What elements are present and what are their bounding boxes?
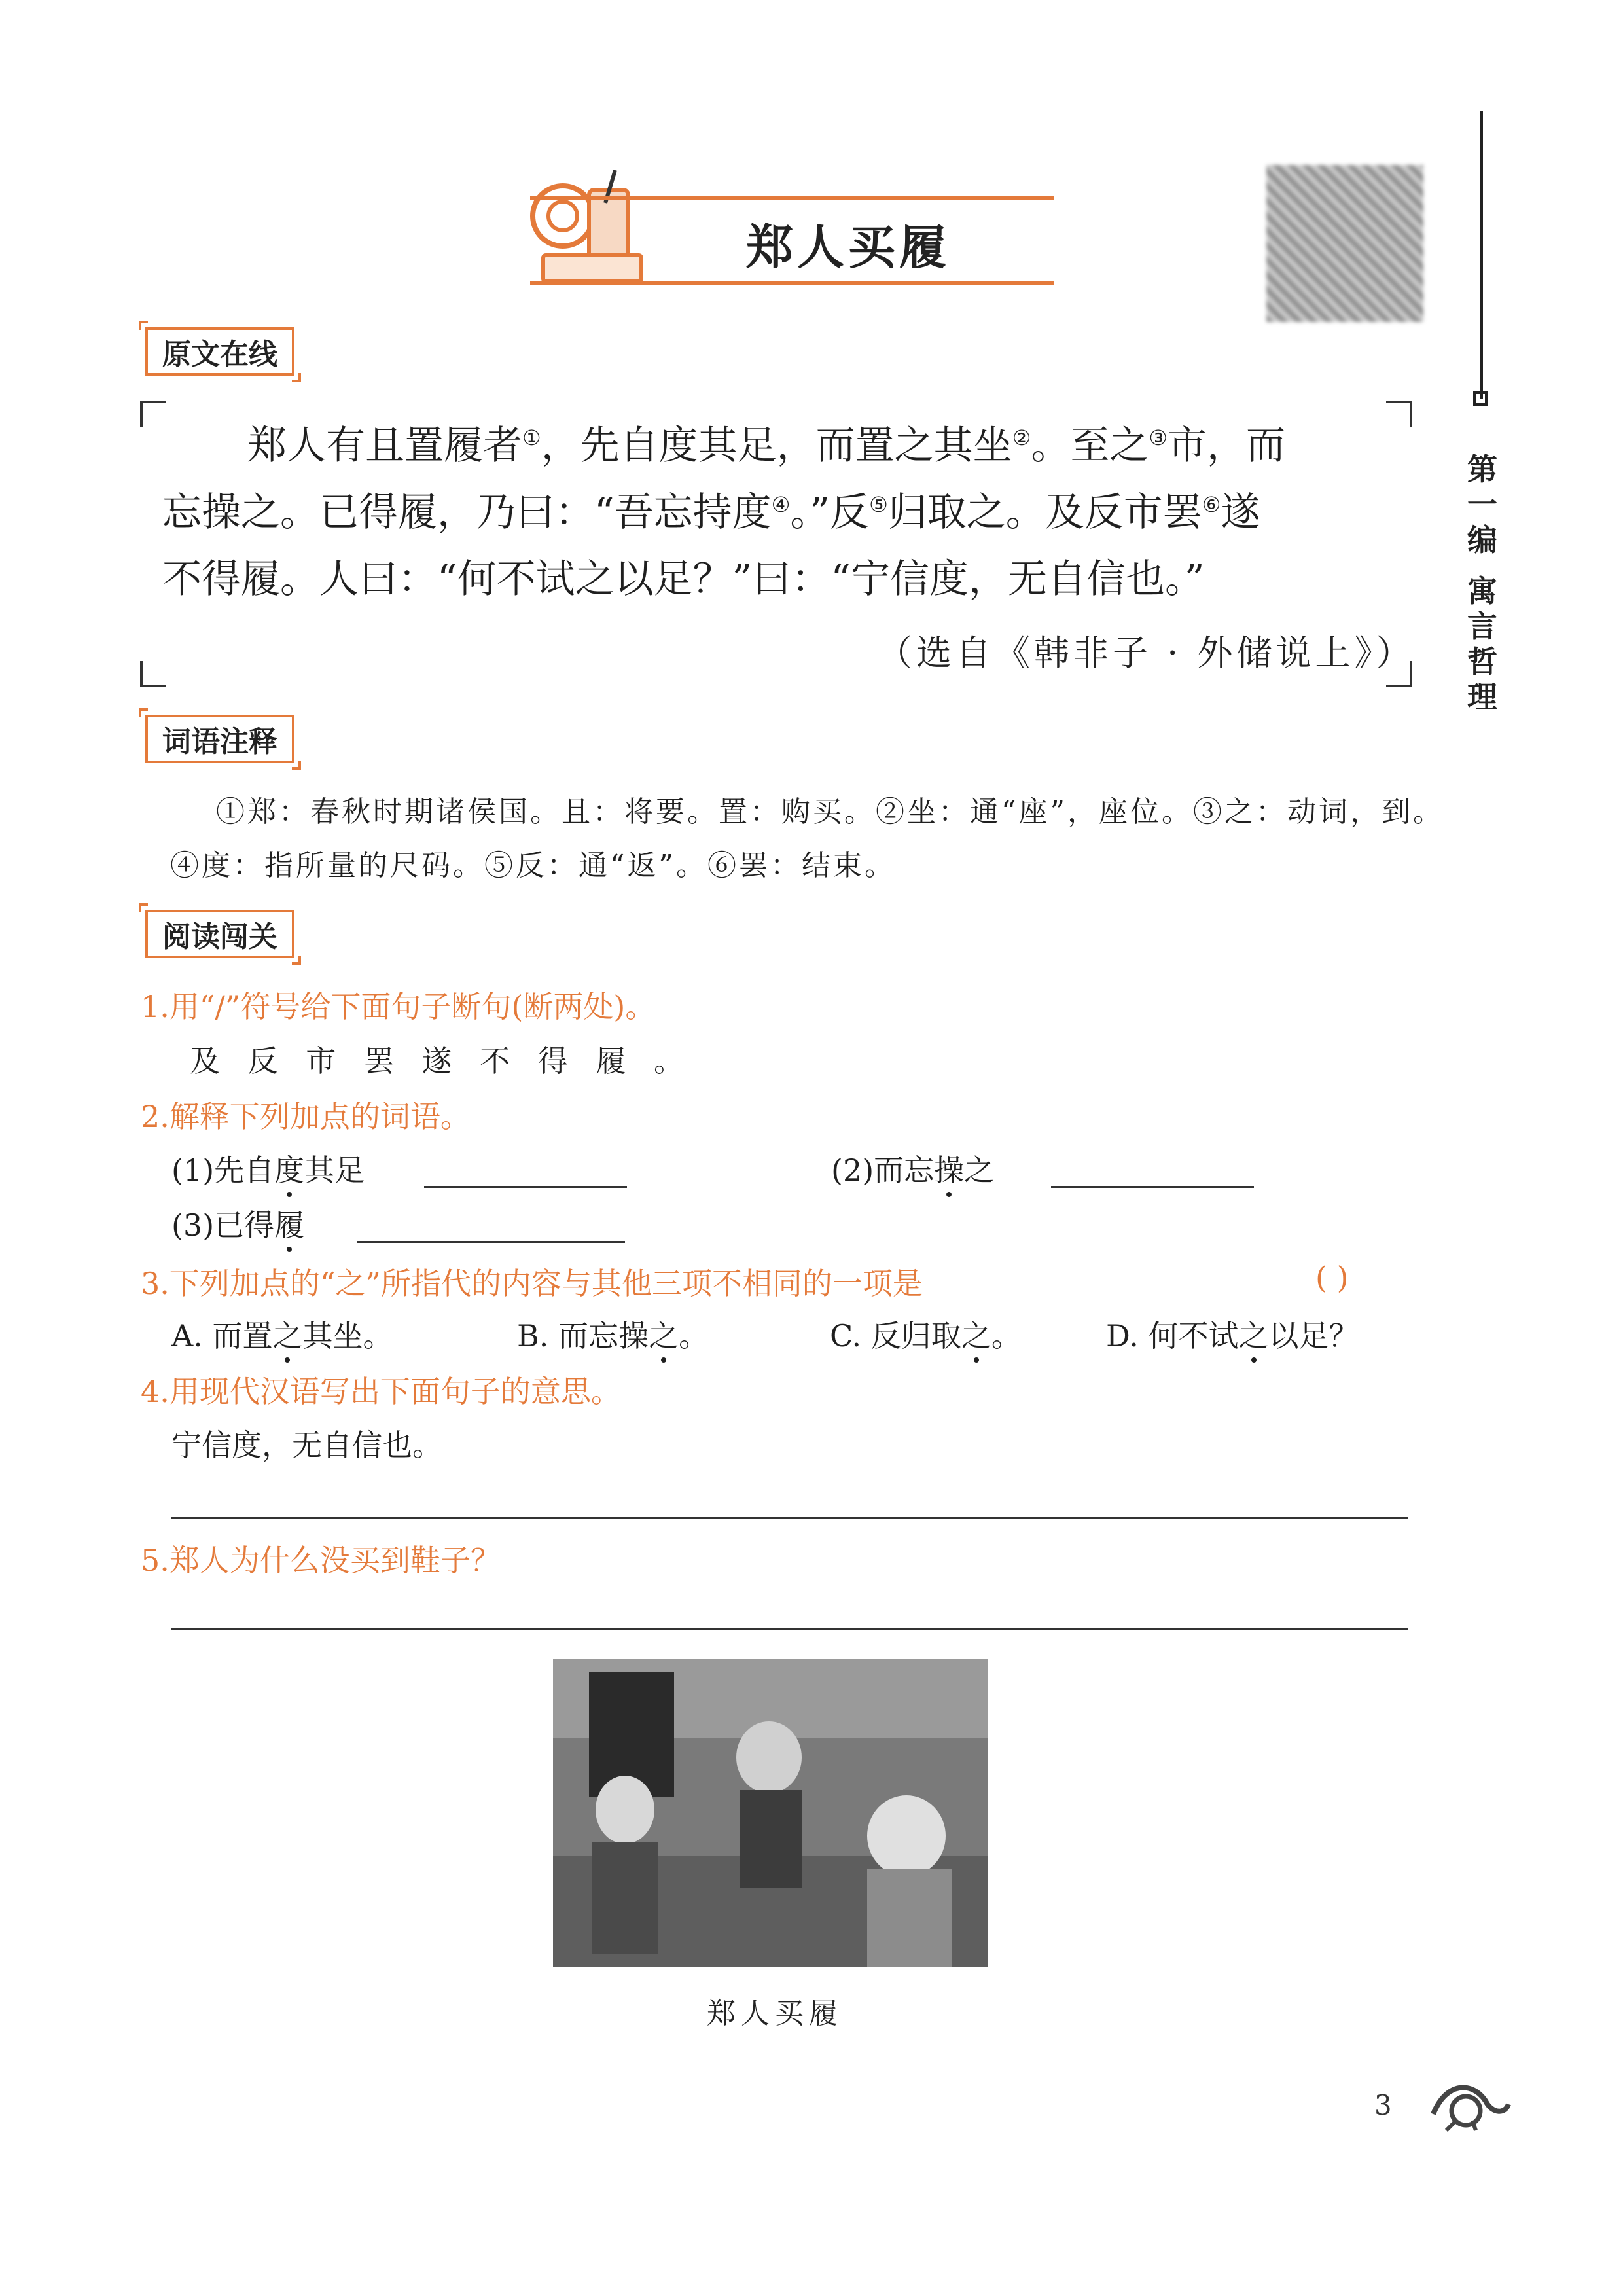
answer-blank[interactable] [424, 1160, 627, 1188]
illustration-caption: 郑人买履 [707, 1997, 843, 2030]
notes-line-2: ④度：指所量的尺码。⑤反：通“返”。⑥罢：结束。 [170, 849, 896, 882]
passage-line-3: 不得履。人曰：“何不试之以足？”曰：“宁信度，无自信也。” [162, 556, 1205, 602]
option-d: D. 何不试之以足？ [1106, 1318, 1359, 1354]
margin-ornament [1473, 391, 1488, 406]
answer-blank[interactable] [1051, 1160, 1254, 1188]
section-reading-label: 阅读闯关 [145, 910, 294, 958]
question-5: 5.郑人为什么没买到鞋子？ [141, 1543, 501, 1578]
qr-code [1266, 165, 1423, 322]
margin-rule [1480, 111, 1483, 399]
title-rule-top [530, 196, 1054, 200]
page-title: 郑人买履 [746, 219, 951, 275]
original-passage [162, 412, 1406, 613]
brush-book-emblem [517, 164, 661, 295]
section-original-label: 原文在线 [145, 327, 294, 376]
passage-source: （选自《韩非子 · 外储说上》） [877, 632, 1416, 673]
answer-line[interactable] [171, 1517, 1408, 1519]
question-2-item-1: (1)先自度其足 [171, 1153, 365, 1188]
passage-line-2: 忘操之。已得履，乃曰：“吾忘持度④。”反⑤归取之。及反市罢⑥遂 [162, 490, 1260, 535]
title-rule-bottom [530, 281, 1054, 285]
question-4: 4.用现代汉语写出下面句子的意思。 [141, 1374, 621, 1409]
question-3: 3.下列加点的“之”所指代的内容与其他三项不相同的一项是 [141, 1266, 923, 1301]
glossary-notes [170, 785, 1446, 893]
story-illustration [553, 1659, 988, 1967]
question-4-sentence: 宁信度，无自信也。 [171, 1427, 442, 1463]
question-1-sentence: 及 反 市 罢 遂 不 得 履 。 [190, 1043, 693, 1079]
option-c: C. 反归取之。 [830, 1318, 1022, 1354]
answer-bracket[interactable]: ( ) [1315, 1260, 1349, 1295]
option-a: A. 而置之其坐。 [171, 1318, 393, 1354]
answer-blank[interactable] [357, 1215, 625, 1243]
question-2-item-3: (3)已得履 [171, 1208, 305, 1243]
section-glossary-label: 词语注释 [145, 715, 294, 763]
margin-part: 第一编 [1467, 452, 1497, 558]
page-number: 3 [1374, 2089, 1392, 2121]
question-2: 2.解释下列加点的词语。 [141, 1099, 471, 1134]
passage-line-1: 郑人有且置履者①，先自度其足，而置之其坐②。至之③市，而 [247, 423, 1286, 469]
dragon-icon [1427, 2068, 1512, 2140]
margin-label [1466, 452, 1499, 715]
answer-line[interactable] [171, 1628, 1408, 1630]
margin-topic: 寓言哲理 [1467, 573, 1497, 715]
option-b: B. 而忘操之。 [517, 1318, 709, 1354]
notes-line-1: ①郑：春秋时期诸侯国。且：将要。置：购买。②坐：通“座”，座位。③之：动词，到。 [216, 795, 1444, 829]
question-1: 1.用“/”符号给下面句子断句(断两处)。 [141, 989, 656, 1024]
question-2-item-2: (2)而忘操之 [831, 1153, 995, 1188]
frame-corner [140, 661, 166, 687]
